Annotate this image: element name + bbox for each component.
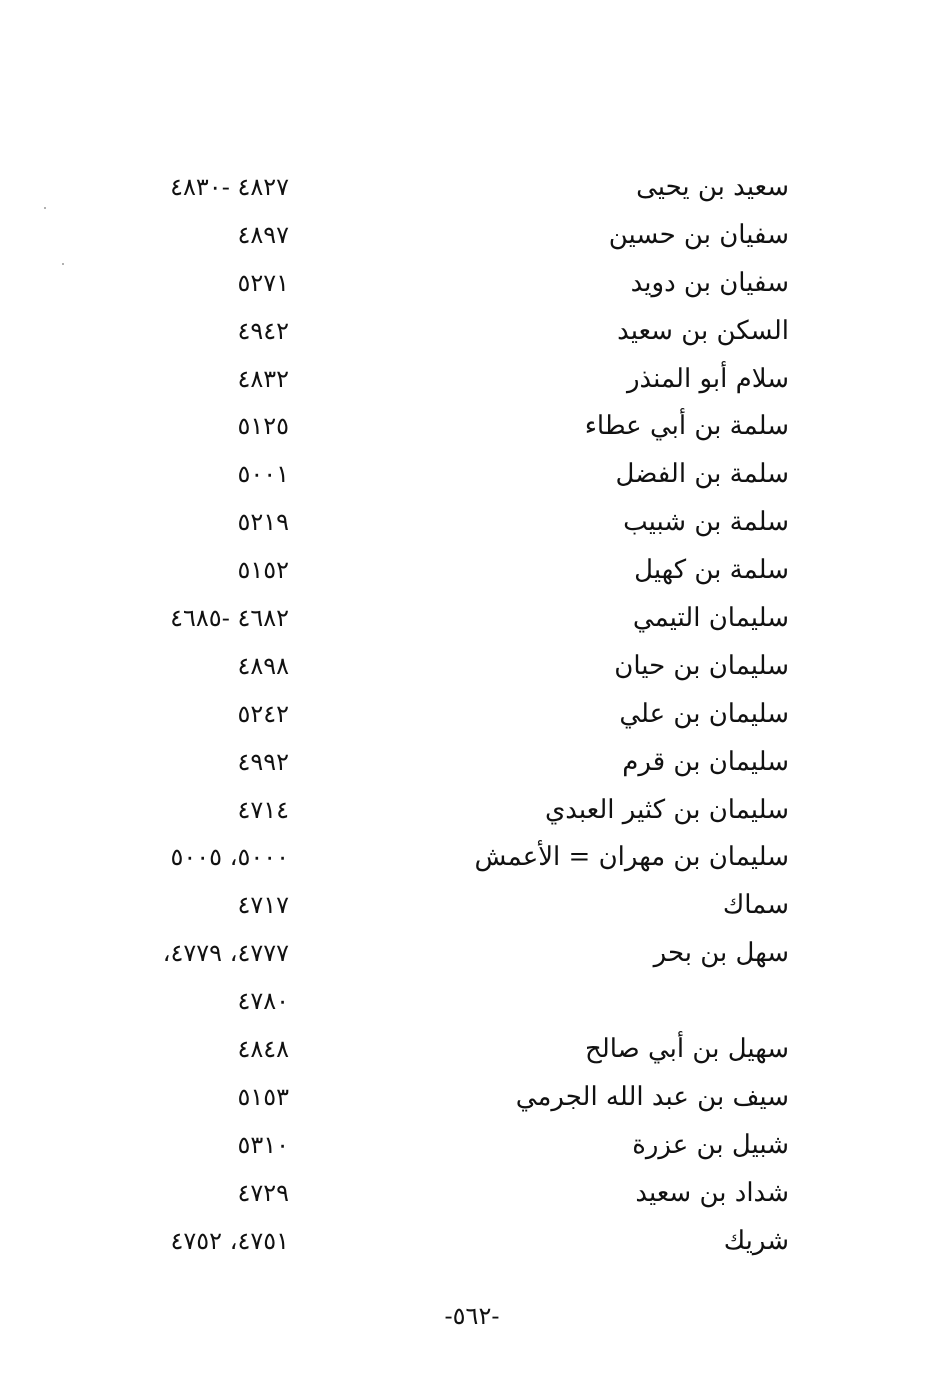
index-entry bbox=[0, 642, 944, 690]
hadith-numbers: ٥١٥٢ bbox=[237, 556, 289, 585]
hadith-numbers: ٥٠٠١ bbox=[237, 460, 289, 489]
index-entry bbox=[0, 1073, 944, 1121]
hadith-numbers: ٤٧٧٧، ٤٧٧٩، bbox=[162, 939, 289, 968]
narrator-name: سعيد بن يحيى bbox=[636, 172, 789, 202]
index-entry bbox=[0, 498, 944, 546]
narrator-name: سليمان بن كثير العبدي bbox=[544, 794, 789, 825]
hadith-numbers: ٤٧٢٩ bbox=[237, 1178, 289, 1207]
index-entry bbox=[0, 977, 944, 1025]
hadith-numbers: ٥٣١٠ bbox=[237, 1130, 289, 1159]
index-entry bbox=[0, 738, 944, 786]
narrator-name: سليمان بن مهران = الأعمش bbox=[474, 842, 789, 873]
index-entry bbox=[0, 546, 944, 594]
hadith-numbers: ٤٨٩٧ bbox=[237, 220, 289, 249]
name-index-list bbox=[0, 163, 944, 1264]
index-entry bbox=[0, 1121, 944, 1169]
hadith-numbers: ٥٢٧١ bbox=[237, 268, 289, 297]
narrator-name: سفيان بن حسين bbox=[608, 219, 789, 250]
narrator-name: سليمان التيمي bbox=[632, 603, 789, 634]
narrator-name: سلام أبو المنذر bbox=[626, 363, 789, 394]
index-entry bbox=[0, 1217, 944, 1265]
hadith-numbers: ٤٩٩٢ bbox=[237, 747, 289, 776]
hadith-numbers: ٥٢١٩ bbox=[237, 508, 289, 537]
hadith-numbers: ٤٧١٧ bbox=[237, 891, 289, 920]
hadith-numbers: ٤٨٩٨ bbox=[237, 651, 289, 680]
narrator-name: سماك bbox=[722, 890, 789, 921]
index-entry bbox=[0, 1025, 944, 1073]
hadith-numbers: ٤٨٢٧ -٤٨٣٠ bbox=[170, 173, 289, 201]
page-number: -٥٦٢- bbox=[444, 1302, 500, 1330]
index-entry bbox=[0, 786, 944, 834]
narrator-name: سيف بن عبد الله الجرمي bbox=[515, 1081, 789, 1112]
narrator-name: سلمة بن كهيل bbox=[634, 555, 789, 586]
index-entry bbox=[0, 307, 944, 355]
index-entry bbox=[0, 833, 944, 881]
index-entry bbox=[0, 402, 944, 450]
index-entry bbox=[0, 450, 944, 498]
narrator-name: سلمة بن أبي عطاء bbox=[584, 411, 789, 442]
index-entry bbox=[0, 1169, 944, 1217]
index-entry bbox=[0, 259, 944, 307]
narrator-name: شداد بن سعيد bbox=[635, 1177, 789, 1208]
narrator-name: سليمان بن قرم bbox=[622, 746, 789, 777]
narrator-name: شبيل بن عزرة bbox=[632, 1129, 789, 1160]
narrator-name: سفيان بن دويد bbox=[630, 267, 789, 298]
hadith-numbers: ٥٢٤٢ bbox=[237, 699, 289, 728]
narrator-name: سهل بن بحر bbox=[653, 938, 789, 969]
index-entry bbox=[0, 929, 944, 977]
hadith-numbers: ٤٧١٤ bbox=[237, 795, 289, 824]
index-entry bbox=[0, 211, 944, 259]
hadith-numbers: ٥١٢٥ bbox=[237, 412, 289, 441]
hadith-numbers: ٤٧٨٠ bbox=[237, 987, 289, 1016]
narrator-name: سليمان بن علي bbox=[619, 698, 789, 729]
index-entry bbox=[0, 355, 944, 403]
hadith-numbers: ٤٧٥١، ٤٧٥٢ bbox=[170, 1226, 289, 1255]
index-entry bbox=[0, 690, 944, 738]
hadith-numbers: ٥١٥٣ bbox=[237, 1082, 289, 1111]
index-entry bbox=[0, 163, 944, 211]
hadith-numbers: ٤٩٤٢ bbox=[237, 316, 289, 345]
narrator-name: سليمان بن حيان bbox=[614, 650, 789, 681]
narrator-name: سلمة بن الفضل bbox=[615, 459, 789, 490]
hadith-numbers: ٤٨٣٢ bbox=[237, 364, 289, 393]
hadith-numbers: ٤٦٨٢ -٤٦٨٥ bbox=[170, 604, 289, 633]
narrator-name: سلمة بن شبيب bbox=[623, 507, 789, 538]
narrator-name: سهيل بن أبي صالح bbox=[585, 1034, 789, 1065]
index-entry bbox=[0, 594, 944, 642]
index-entry bbox=[0, 881, 944, 929]
hadith-numbers: ٥٠٠٠، ٥٠٠٥ bbox=[170, 843, 289, 872]
narrator-name: السكن بن سعيد bbox=[617, 315, 789, 346]
narrator-name: شريك bbox=[723, 1225, 789, 1256]
hadith-numbers: ٤٨٤٨ bbox=[237, 1035, 289, 1064]
